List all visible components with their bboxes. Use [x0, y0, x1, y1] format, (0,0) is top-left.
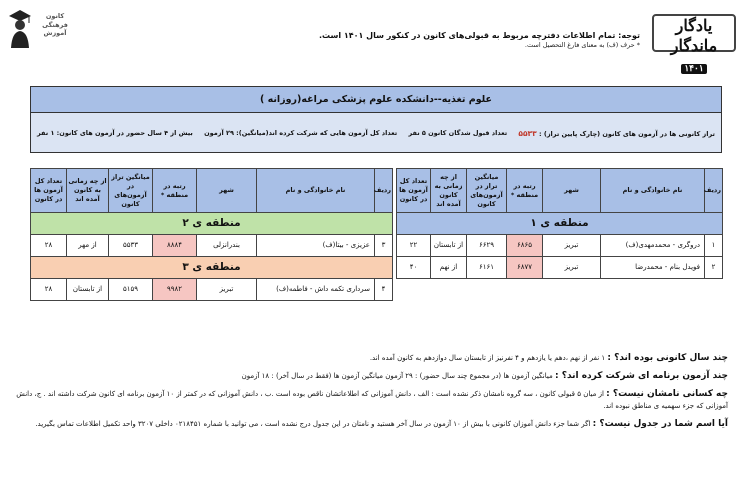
logo-line: آموزش	[43, 29, 67, 37]
col-avg: میانگین تراز در آزمون‌های کانون	[109, 169, 153, 213]
faq-section	[16, 352, 728, 436]
header-note	[220, 30, 640, 50]
col-rank: رتبه در منطقه *	[507, 169, 543, 213]
col-avg: میانگین تراز در آزمون‌های کانون	[467, 169, 507, 213]
program-title: علوم تغذیه--دانشکده علوم پزشکی مراغه(روزانه )	[31, 87, 721, 113]
col-name: نام خانوادگی و نام	[257, 169, 375, 213]
accepted-stat: تعداد قبول شدگان کانون ۵ نفر	[408, 129, 508, 137]
faq-answer: اگر شما جزء دانش آموزان کانونی با بیش از ۱۰ آزمون در سال آخر هستید و نامتان در این جدول درج نشده است ، می توانید با شماره ۰۲۱۸۴۵۱ داخلی ۳۲۰۷ واحد تکمیل اطلاعات تماس بگیرید.	[35, 420, 591, 428]
cell-since: از مهر	[67, 235, 109, 257]
results-table-region-2-3	[30, 168, 393, 301]
faq-question: آیا اسم شما در جدول نیست؟ :	[592, 419, 728, 429]
avg-exams-stat: تعداد کل آزمون هایی که شرکت کرده اند(میانگین): ۲۹ آزمون	[204, 129, 398, 137]
faq-question: چه کسانی نامشان نیست؟ :	[606, 389, 728, 399]
cell-count: ۲۸	[31, 279, 67, 301]
brand-logo	[652, 14, 736, 74]
region-row	[31, 257, 393, 279]
cell-rank: ۶۸۶۵	[507, 235, 543, 257]
col-city: شهر	[197, 169, 257, 213]
cell-count: ۲۸	[31, 235, 67, 257]
cell-avg: ۶۱۶۱	[467, 257, 507, 279]
cell-count: ۴۰	[397, 257, 431, 279]
region-label: منطقه ی ۲	[31, 213, 393, 235]
cell-city: تبریز	[543, 235, 601, 257]
faq-item	[16, 370, 728, 382]
cell-idx: ۱	[705, 235, 723, 257]
logo-line: کانون	[45, 12, 65, 20]
program-summary	[30, 86, 722, 153]
summary-stats	[31, 113, 721, 153]
cell-since: از تابستان	[431, 235, 467, 257]
cell-city: تبریز	[197, 279, 257, 301]
col-rank: رتبه در منطقه *	[153, 169, 197, 213]
col-row: ردیف	[705, 169, 723, 213]
faq-question: چند آزمون برنامه ای شرکت کرده اند؟ :	[554, 371, 728, 381]
col-row: ردیف	[375, 169, 393, 213]
region-label: منطقه ی ۱	[397, 213, 723, 235]
four-year-stat: بیش از ۴ سال حضور در آزمون های کانون: ۱ نفر	[37, 129, 193, 137]
table-header-row	[31, 169, 393, 213]
region-label: منطقه ی ۳	[31, 257, 393, 279]
faq-question: چند سال کانونی بوده اند؟ :	[607, 353, 728, 363]
col-count: تعداد کل آزمون ها در کانون	[31, 169, 67, 213]
col-name: نام خانوادگی و نام	[601, 169, 705, 213]
cutoff-label: تراز کانونی ها در آزمون های کانون (چارک پایین تراز) :	[538, 129, 715, 138]
cell-count: ۲۲	[397, 235, 431, 257]
faq-item	[16, 352, 728, 364]
table-row	[31, 279, 393, 301]
region-row	[397, 213, 723, 235]
graduate-icon	[8, 8, 32, 50]
cell-city: تبریز	[543, 257, 601, 279]
cell-rank: ۹۹۸۲	[153, 279, 197, 301]
cell-name: سرداری تکمه داش - فاطمه(ف)	[257, 279, 375, 301]
faq-item	[16, 388, 728, 412]
col-since: از چه زمانی به کانون آمده اند	[67, 169, 109, 213]
col-count: تعداد کل آزمون ها در کانون	[397, 169, 431, 213]
cutoff-value: ۵۵۳۳	[518, 128, 537, 138]
faq-item	[16, 418, 728, 430]
cell-idx: ۳	[375, 235, 393, 257]
note-main: توجه: تمام اطلاعات دفترچه مربوط به قبولی‌های کانون در کنکور سال ۱۴۰۱ است.	[318, 31, 640, 40]
faq-answer: میانگین آزمون ها (در مجموع چند سال حضور) : ۲۹ آزمون میانگین آزمون ها (فقط در سال آخر) : ۱۸ آزمون	[241, 372, 553, 380]
cell-avg: ۵۵۳۳	[109, 235, 153, 257]
brand-year: ۱۴۰۱	[681, 64, 706, 74]
cell-name: فویدل بنام - محمدرضا	[601, 257, 705, 279]
table-row	[31, 235, 393, 257]
cell-since: از نهم	[431, 257, 467, 279]
cutoff-stat	[518, 129, 715, 138]
cell-rank: ۶۸۷۷	[507, 257, 543, 279]
page-header	[0, 0, 744, 74]
cell-avg: ۶۶۲۹	[467, 235, 507, 257]
cell-city: بندرانزلی	[197, 235, 257, 257]
col-since: از چه زمانی به کانون آمده اند	[431, 169, 467, 213]
table-row	[397, 257, 723, 279]
kanoon-logo	[6, 6, 78, 56]
cell-rank: ۸۸۸۴	[153, 235, 197, 257]
logo-text	[34, 12, 76, 38]
cell-idx: ۴	[375, 279, 393, 301]
cell-since: از تابستان	[67, 279, 109, 301]
results-table-region-1	[396, 168, 723, 279]
brand-name: یادگار ماندگار	[670, 16, 718, 55]
faq-answer: از میان ۵ قبولی کانون ، سه گروه نامشان ذکر نشده است : الف ، دانش آموزانی که اطلاعاتشان ناقص بوده است .ب ، دانش آموزانی که در کمتر از ۱۰ آزمون برنامه ای کانون شرکت داشته اند . ج، دانش آموزانی که جزء سهمیه ی مناطق نبوده اند.	[16, 390, 728, 410]
region-row	[31, 213, 393, 235]
note-sub: * حرف (ف) به معنای فارغ التحصیل است.	[524, 41, 640, 49]
table-row	[397, 235, 723, 257]
table-header-row	[397, 169, 723, 213]
cell-name: دروگری - محمدمهدی(ف)	[601, 235, 705, 257]
cell-name: عزیزی - بیتا(ف)	[257, 235, 375, 257]
logo-line: فرهنگی	[42, 20, 68, 29]
faq-answer: ۱ نفر از نهم ،دهم یا یازدهم و ۴ نفرنیز از تابستان سال دوازدهم به کانون آمده اند.	[369, 354, 606, 362]
cell-idx: ۲	[705, 257, 723, 279]
col-city: شهر	[543, 169, 601, 213]
cell-avg: ۵۱۵۹	[109, 279, 153, 301]
